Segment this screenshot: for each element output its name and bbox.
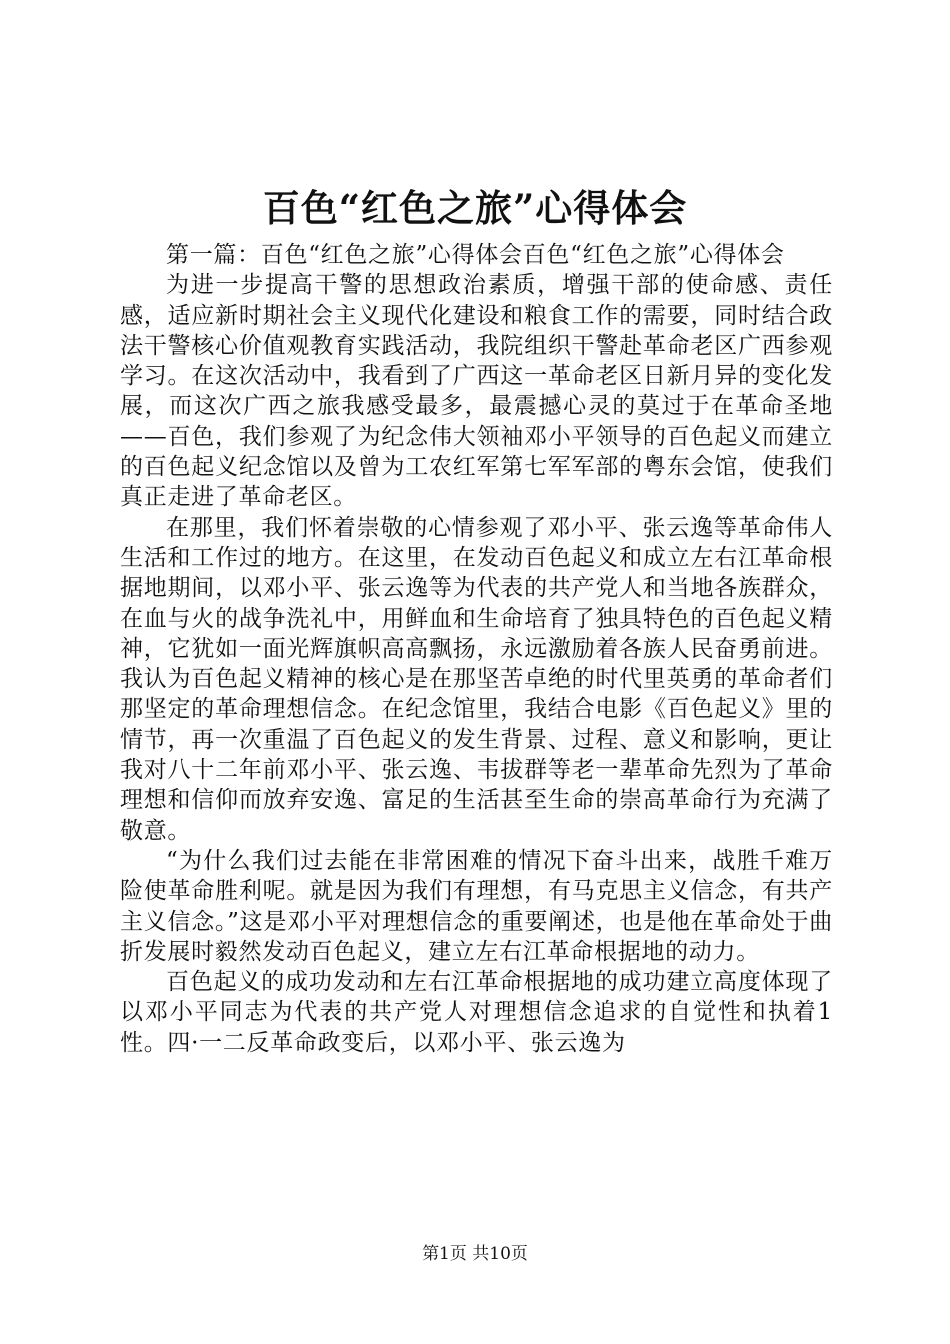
page-footer: 第1页 共10页 (422, 1244, 528, 1264)
paragraph-3: 在那里，我们怀着崇敬的心情参观了邓小平、张云逸等革命伟人生活和工作过的地方。在这里，在发动百色起义和成立左右江革命根据地期间，以邓小平、张云逸等为代表的共产党人和当地各族群众，在血与火的战争洗礼中，用鲜血和生命培育了独具特色的百色起义精神，它犹如一面光辉旗帜高高飘扬，永远激励着各族人民奋勇前进。我认为百色起义精神的核心是在那坚苦卓绝的时代里英勇的革命者们那坚定的革命理想信念。在纪念馆里，我结合电影《百色起义》里的情节，再一次重温了百色起义的发生背景、过程、意义和影响，更让我对八十二年前邓小平、张云逸、韦拔群等老一辈革命先烈为了革命理想和信仰而放弃安逸、富足的生活甚至生命的崇高革命行为充满了敬意。 (120, 514, 833, 844)
paragraph-5: 百色起义的成功发动和左右江革命根据地的成功建立高度体现了以邓小平同志为代表的共产党人对理想信念追求的自觉性和执着1性。四·一二反革命政变后，以邓小平、张云逸为 (120, 969, 833, 1056)
paragraph-4: “为什么我们过去能在非常困难的情况下奋斗出来，战胜千难万险使革命胜利呢。就是因为我们有理想，有马克思主义信念，有共产主义信念。”这是邓小平对理想信念的重要阐述，也是他在革命处于曲折发展时毅然发动百色起义，建立左右江革命根据地的动力。 (120, 847, 833, 965)
document-body (120, 240, 833, 1058)
paragraph-2: 为进一步提高干警的思想政治素质，增强干部的使命感、责任感，适应新时期社会主义现代化建设和粮食工作的需要，同时结合政法干警核心价值观教育实践活动，我院组织干警赴革命老区广西参观学习。在这次活动中，我看到了广西这一革命老区日新月异的变化发展，而这次广西之旅我感受最多，最震撼心灵的莫过于在革命圣地——百色，我们参观了为纪念伟大领袖邓小平领导的百色起义而建立的百色起义纪念馆以及曾为工农红军第七军军部的粤东会馆，使我们真正走进了革命老区。 (120, 272, 833, 511)
document-title: 百色“红色之旅”心得体会 (262, 186, 688, 230)
paragraph-1: 第一篇：百色“红色之旅”心得体会百色“红色之旅”心得体会 (166, 242, 785, 268)
